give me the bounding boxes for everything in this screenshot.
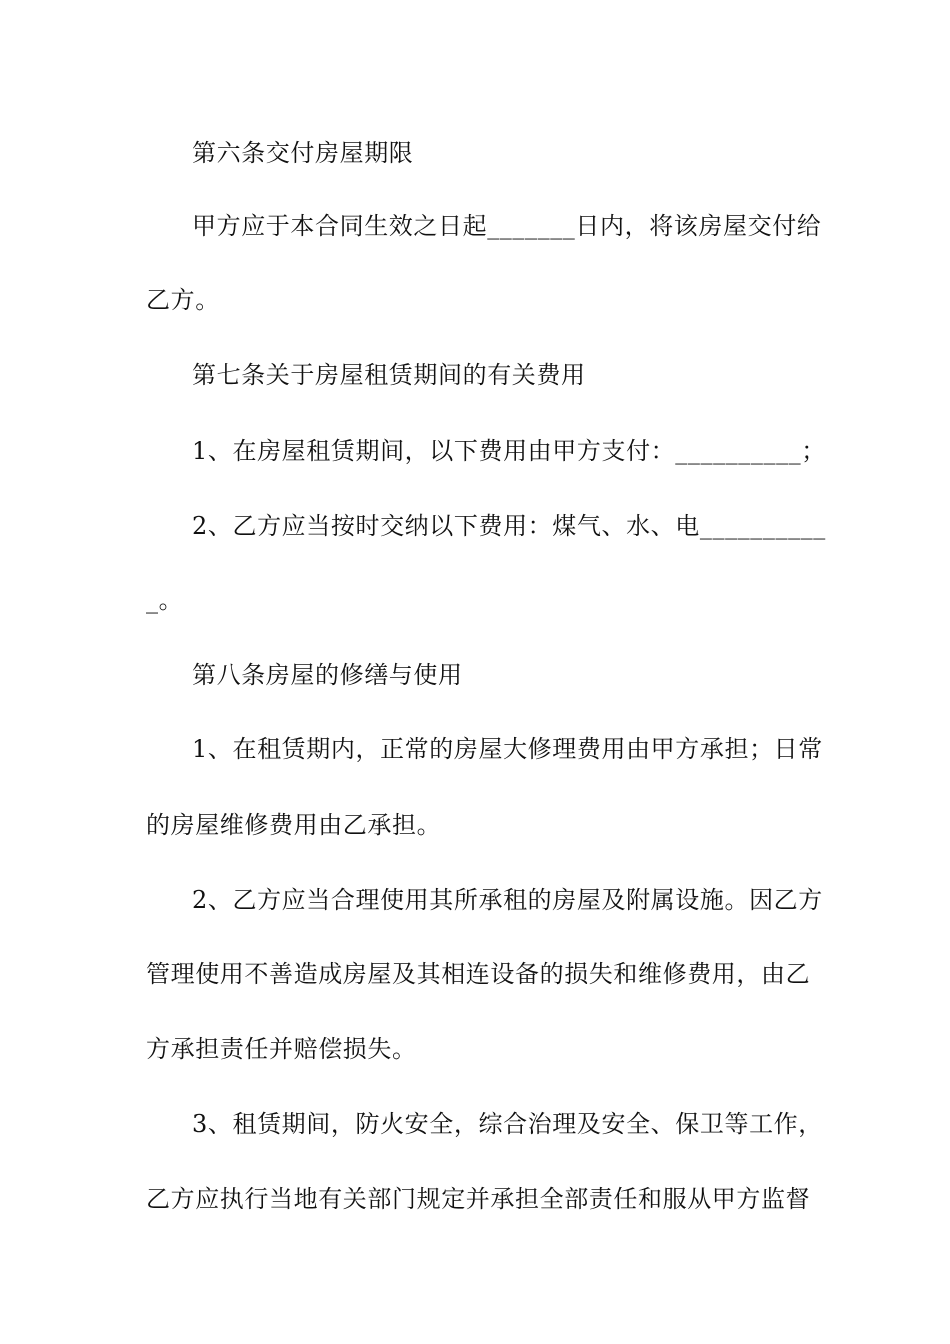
- paragraph-line: 2、乙方应当按时交纳以下费用：煤气、水、电__________: [192, 512, 826, 540]
- paragraph-line: 的房屋维修费用由乙承担。: [146, 811, 442, 839]
- paragraph-line: 乙方。: [146, 286, 220, 314]
- paragraph-line: 甲方应于本合同生效之日起_______日内，将该房屋交付给: [192, 212, 822, 240]
- paragraph-line: 方承担责任并赔偿损失。: [146, 1035, 417, 1063]
- section-heading-article-6: 第六条交付房屋期限: [192, 139, 414, 167]
- paragraph-line: 管理使用不善造成房屋及其相连设备的损失和维修费用，由乙: [146, 960, 811, 988]
- paragraph-line: 1、在房屋租赁期间，以下费用由甲方支付：__________；: [192, 437, 826, 465]
- paragraph-line: 乙方应执行当地有关部门规定并承担全部责任和服从甲方监督: [146, 1185, 811, 1213]
- paragraph-line: _。: [146, 586, 184, 614]
- section-heading-article-7: 第七条关于房屋租赁期间的有关费用: [192, 361, 586, 389]
- paragraph-line: 1、在租赁期内，正常的房屋大修理费用由甲方承担；日常: [192, 735, 823, 763]
- paragraph-line: 2、乙方应当合理使用其所承租的房屋及附属设施。因乙方: [192, 886, 823, 914]
- paragraph-line: 3、租赁期间，防火安全，综合治理及安全、保卫等工作，: [192, 1110, 823, 1138]
- section-heading-article-8: 第八条房屋的修缮与使用: [192, 661, 463, 689]
